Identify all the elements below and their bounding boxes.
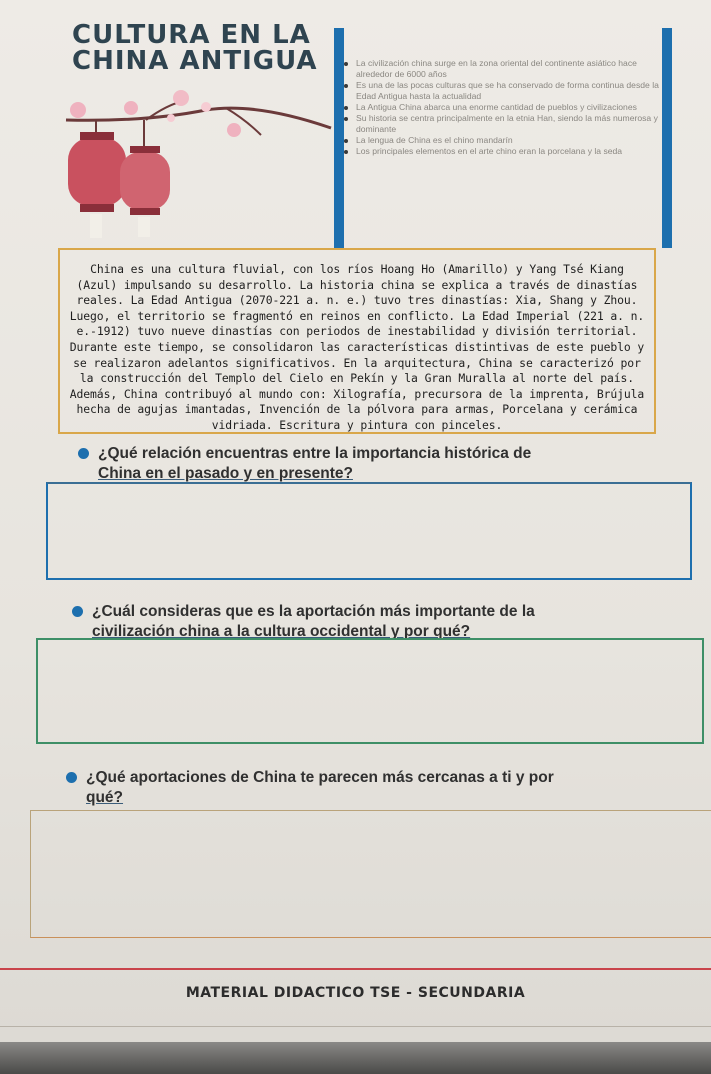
bullet-dot-icon [66,772,77,783]
question-1 [98,444,658,484]
question-1-line-2: China en el pasado y en presente? [98,465,353,482]
list-item: Los principales elementos en el arte chino eran la porcelana y la seda [338,146,660,157]
page-title [72,22,352,74]
bullets-right-bar [662,28,672,248]
list-item: La Antigua China abarca una enorme cantidad de pueblos y civilizaciones [338,102,660,113]
history-line: la construcción del Templo del Cielo en Pekín y la Gran Muralla al norte del país. [79,371,635,386]
footer-divider-top [0,968,711,970]
question-2-line-2: civilización china a la cultura occidental y por qué? [92,623,471,640]
history-line: China es una cultura fluvial, con los ríos Hoang Ho (Amarillo) y Yang Tsé Kiang [90,262,624,276]
history-line: Luego, el territorio se fragmentó en reinos en conflicto. La Edad Imperial (221 a. n. [69,308,645,323]
history-line: e.-1912) tuvo nueve dinastías con periodos de inestabilidad y división territorial. [76,324,638,339]
answer-box-2[interactable] [36,638,704,744]
history-line: se realizaron adelantos significativos. En la arquitectura, China se caracterizó por [73,355,641,370]
history-line: Durante este tiempo, se consolidaron las características distintivas de este pueblo y [69,339,645,354]
answer-box-1[interactable] [46,482,692,580]
history-line: hecha de agujas imantadas, Invención de la pólvora para armas, Porcelana y cerámica [76,402,638,417]
history-line: Además, China contribuyó al mundo con: Xilografía, precursora de la imprenta, Brújula [69,386,645,401]
title-line-2: CHINA ANTIGUA [72,46,318,76]
question-2-line-1: ¿Cuál consideras que es la aportación más importante de la [92,603,535,620]
bullet-dot-icon [78,448,89,459]
history-line: reales. La Edad Antigua (2070-221 a. n. e.) tuvo tres dinastías: Xia, Shang y Zhou. [76,293,638,308]
title-line-1: CULTURA EN LA [72,20,311,50]
answer-box-3[interactable] [30,810,711,938]
facts-list [338,58,660,157]
history-line: vidriada. Escritura y pintura con pinceles. [211,417,503,432]
history-line: (Azul) impulsando su desarrollo. La historia china se explica a través de dinastías [76,277,638,292]
desk-background [0,1042,711,1074]
question-3-line-2: qué? [86,789,124,806]
footer-divider-bottom [0,1026,711,1027]
footer-text: MATERIAL DIDACTICO TSE - SECUNDARIA [185,985,526,1001]
list-item: Es una de las pocas culturas que se ha conservado de forma continua desde la Edad Antigua hasta la actualidad [338,80,660,102]
history-paragraph [58,248,656,434]
question-3 [86,768,686,808]
question-2 [92,602,672,642]
list-item: Su historia se centra principalmente en la etnia Han, siendo la más numerosa y dominante [338,113,660,135]
list-item: La civilización china surge en la zona oriental del continente asiático hace alrededor de 6000 años [338,58,660,80]
bullet-dot-icon [72,606,83,617]
list-item: La lengua de China es el chino mandarín [338,135,660,146]
question-1-line-1: ¿Qué relación encuentras entre la importancia histórica de [98,445,532,462]
cherry-blossom-lanterns-icon [56,80,336,250]
question-3-line-1: ¿Qué aportaciones de China te parecen más cercanas a ti y por [86,769,554,786]
